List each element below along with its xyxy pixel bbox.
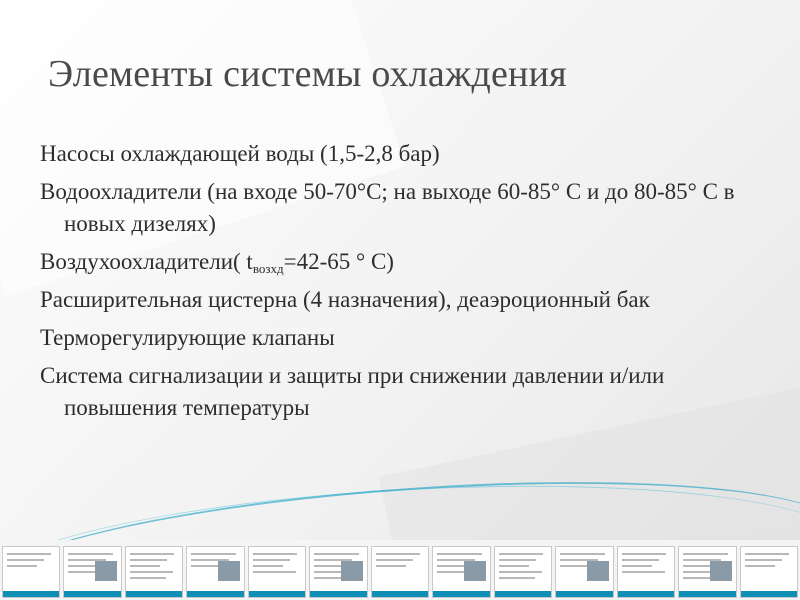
slide-thumbnail[interactable] (248, 546, 306, 598)
thumbnail-text-line (499, 571, 542, 573)
slide-thumbnail[interactable] (2, 546, 60, 598)
bullet-text: Расширительная цистерна (4 назначения), деаэроционный бак (40, 287, 650, 312)
thumbnail-text-line (622, 565, 652, 567)
bullet-item (40, 176, 760, 240)
thumbnail-accent-bar (310, 591, 366, 597)
slide-thumbnail[interactable] (740, 546, 798, 598)
thumbnail-image (464, 561, 486, 581)
thumbnail-accent-bar (556, 591, 612, 597)
thumbnail-text-line (7, 565, 37, 567)
thumbnail-accent-bar (679, 591, 735, 597)
thumbnail-text-line (622, 559, 659, 561)
slide-thumbnail[interactable] (63, 546, 121, 598)
thumbnail-text-line (622, 553, 666, 555)
slide-thumbnail[interactable] (125, 546, 183, 598)
thumbnail-text-line (130, 553, 174, 555)
slide-thumbnail[interactable] (494, 546, 552, 598)
thumbnail-text-line (376, 559, 413, 561)
thumbnail-image (341, 561, 363, 581)
thumbnail-accent-bar (126, 591, 182, 597)
bullet-list (40, 138, 760, 430)
thumbnail-accent-bar (187, 591, 243, 597)
thumbnail-accent-bar (64, 591, 120, 597)
thumbnail-text-line (499, 559, 536, 561)
slide-thumbnail[interactable] (432, 546, 490, 598)
thumbnail-text-line (253, 553, 297, 555)
slide-thumbnail[interactable] (678, 546, 736, 598)
thumbnail-text-line (499, 553, 543, 555)
thumbnail-text-line (130, 559, 167, 561)
thumbnail-accent-bar (433, 591, 489, 597)
thumbnail-text-line (745, 559, 782, 561)
thumbnail-text-line (7, 553, 51, 555)
thumbnail-accent-bar (3, 591, 59, 597)
bullet-item (40, 284, 760, 316)
thumbnail-accent-bar (618, 591, 674, 597)
thumbnail-text-line (499, 565, 529, 567)
bullet-text: =42-65 ° С) (283, 249, 394, 274)
thumbnail-accent-bar (741, 591, 797, 597)
bullet-item (40, 322, 760, 354)
thumbnail-text-line (376, 553, 420, 555)
slide-thumbnail[interactable] (555, 546, 613, 598)
thumbnail-image (218, 561, 240, 581)
thumbnail-text-line (7, 559, 44, 561)
bullet-text: Водоохладители (на входе 50-70°С; на выходе 60-85° С и до 80-85° С в новых дизелях) (40, 179, 735, 236)
slide-thumbnail[interactable] (371, 546, 429, 598)
thumbnail-image (95, 561, 117, 581)
slide-title: Элементы системы охлаждения (48, 53, 567, 95)
slide-thumbnail[interactable] (186, 546, 244, 598)
bullet-text: Воздухоохладители( t (40, 249, 253, 274)
thumbnail-text-line (130, 571, 173, 573)
thumbnail-text-line (130, 565, 160, 567)
thumbnail-text-line (745, 553, 789, 555)
thumbnail-text-line (437, 553, 481, 555)
bullet-text: Насосы охлаждающей воды (1,5-2,8 бар) (40, 141, 440, 166)
bullet-item (40, 246, 760, 278)
bullet-item (40, 360, 760, 424)
thumbnail-text-line (376, 565, 406, 567)
bullet-text: Терморегулирующие клапаны (40, 325, 335, 350)
thumbnail-text-line (745, 565, 775, 567)
thumbnail-text-line (68, 553, 112, 555)
bullet-text: Система сигнализации и защиты при снижении давлении и/или повышения температуры (40, 363, 665, 420)
thumbnail-image (710, 561, 732, 581)
thumbnail-text-line (253, 559, 290, 561)
thumbnail-text-line (683, 553, 727, 555)
slide-thumbnail[interactable] (617, 546, 675, 598)
thumbnail-image (587, 561, 609, 581)
thumbnail-accent-bar (372, 591, 428, 597)
thumbnail-accent-bar (495, 591, 551, 597)
slide-thumbnail-strip (0, 540, 800, 600)
thumbnail-text-line (253, 571, 296, 573)
thumbnail-text-line (314, 553, 358, 555)
thumbnail-text-line (622, 571, 665, 573)
thumbnail-text-line (191, 553, 235, 555)
thumbnail-text-line (253, 565, 283, 567)
thumbnail-text-line (560, 553, 604, 555)
thumbnail-accent-bar (249, 591, 305, 597)
subscript-text: возхд (252, 261, 284, 276)
thumbnail-text-line (130, 577, 166, 579)
bullet-item (40, 138, 760, 170)
slide-thumbnail[interactable] (309, 546, 367, 598)
thumbnail-text-line (499, 577, 535, 579)
